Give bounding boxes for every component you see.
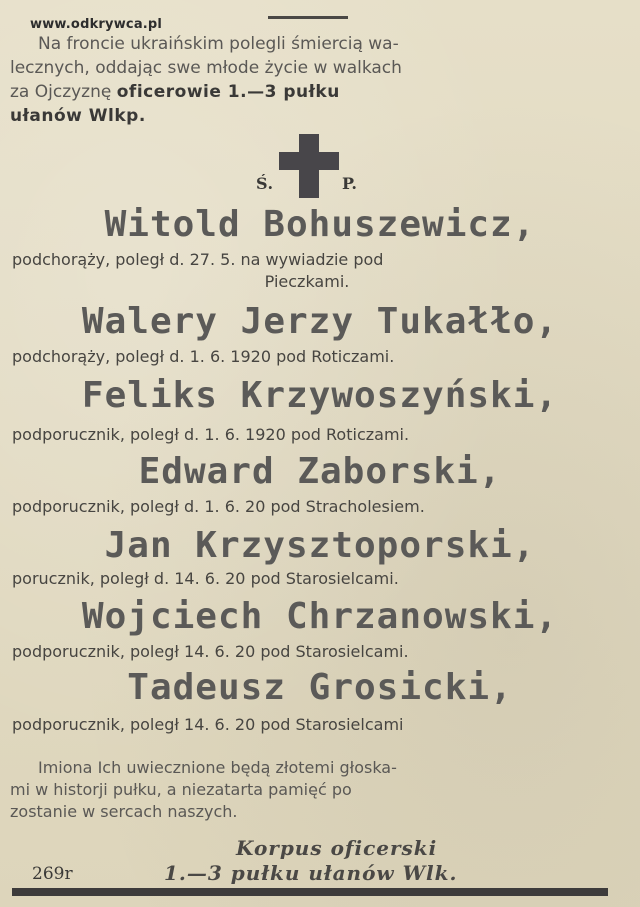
cross-icon [279,134,339,198]
closing-line-3: zostanie w sercach naszych. [10,802,238,821]
ad-code: 269r [32,864,73,884]
closing-line-1: Imiona Ich uwiecznione będą złotemi głoska- [38,758,397,777]
fallen-name: Wojciech Chrzanowski, [81,596,559,637]
intro-line-4: ułanów Wlkp. [10,106,146,126]
fallen-detail: podporucznik, poległ d. 1. 6. 1920 pod Roticzami. [12,425,410,444]
fallen-detail: podporucznik, poległ d. 1. 6. 20 pod Stracholesiem. [12,497,425,516]
watermark: www.odkrywca.pl [30,17,163,32]
fallen-name: Feliks Krzywoszyński, [81,375,559,416]
fallen-detail: podchorąży, poległ d. 1. 6. 1920 pod Roticzami. [12,347,395,366]
sp-left: Ś. [256,174,274,193]
signature-line-1: Korpus oficerski [236,836,438,860]
signature-line-2: 1.—3 pułku ułanów Wlk. [164,861,458,885]
fallen-name: Jan Krzysztoporski, [104,525,536,566]
fallen-name: Witold Bohuszewicz, [104,204,536,245]
cross-horizontal-bar [279,152,339,170]
fallen-detail: podporucznik, poległ 14. 6. 20 pod Starosielcami [12,715,404,734]
intro-line-3-plain: za Ojczyznę [10,82,117,102]
closing-line-2: mi w historji pułku, a niezatarta pamięć po [10,780,352,799]
intro-line-1: Na froncie ukraińskim polegli śmiercią wa- [38,34,399,54]
fallen-detail-line: podchorąży, poległ d. 27. 5. na wywiadzie pod [12,250,384,269]
fallen-name: Walery Jerzy Tukałło, [81,301,559,342]
fallen-detail: podporucznik, poległ 14. 6. 20 pod Starosielcami. [12,642,409,661]
fallen-detail [12,249,612,293]
fallen-name: Edward Zaborski, [138,451,502,492]
bottom-divider [12,888,608,896]
fallen-detail-line: Pieczkami. [264,272,350,291]
intro-paragraph [10,32,610,128]
fallen-detail: porucznik, poległ d. 14. 6. 20 pod Starosielcami. [12,569,399,588]
closing-paragraph [10,757,610,823]
intro-line-3 [10,80,610,104]
fallen-name: Tadeusz Grosicki, [127,667,513,708]
intro-line-3-bold: oficerowie 1.—3 pułku [116,82,340,102]
intro-line-2: lecznych, oddając swe młode życie w walkach [10,58,402,78]
sp-right: P. [342,174,357,193]
top-divider [268,16,348,19]
